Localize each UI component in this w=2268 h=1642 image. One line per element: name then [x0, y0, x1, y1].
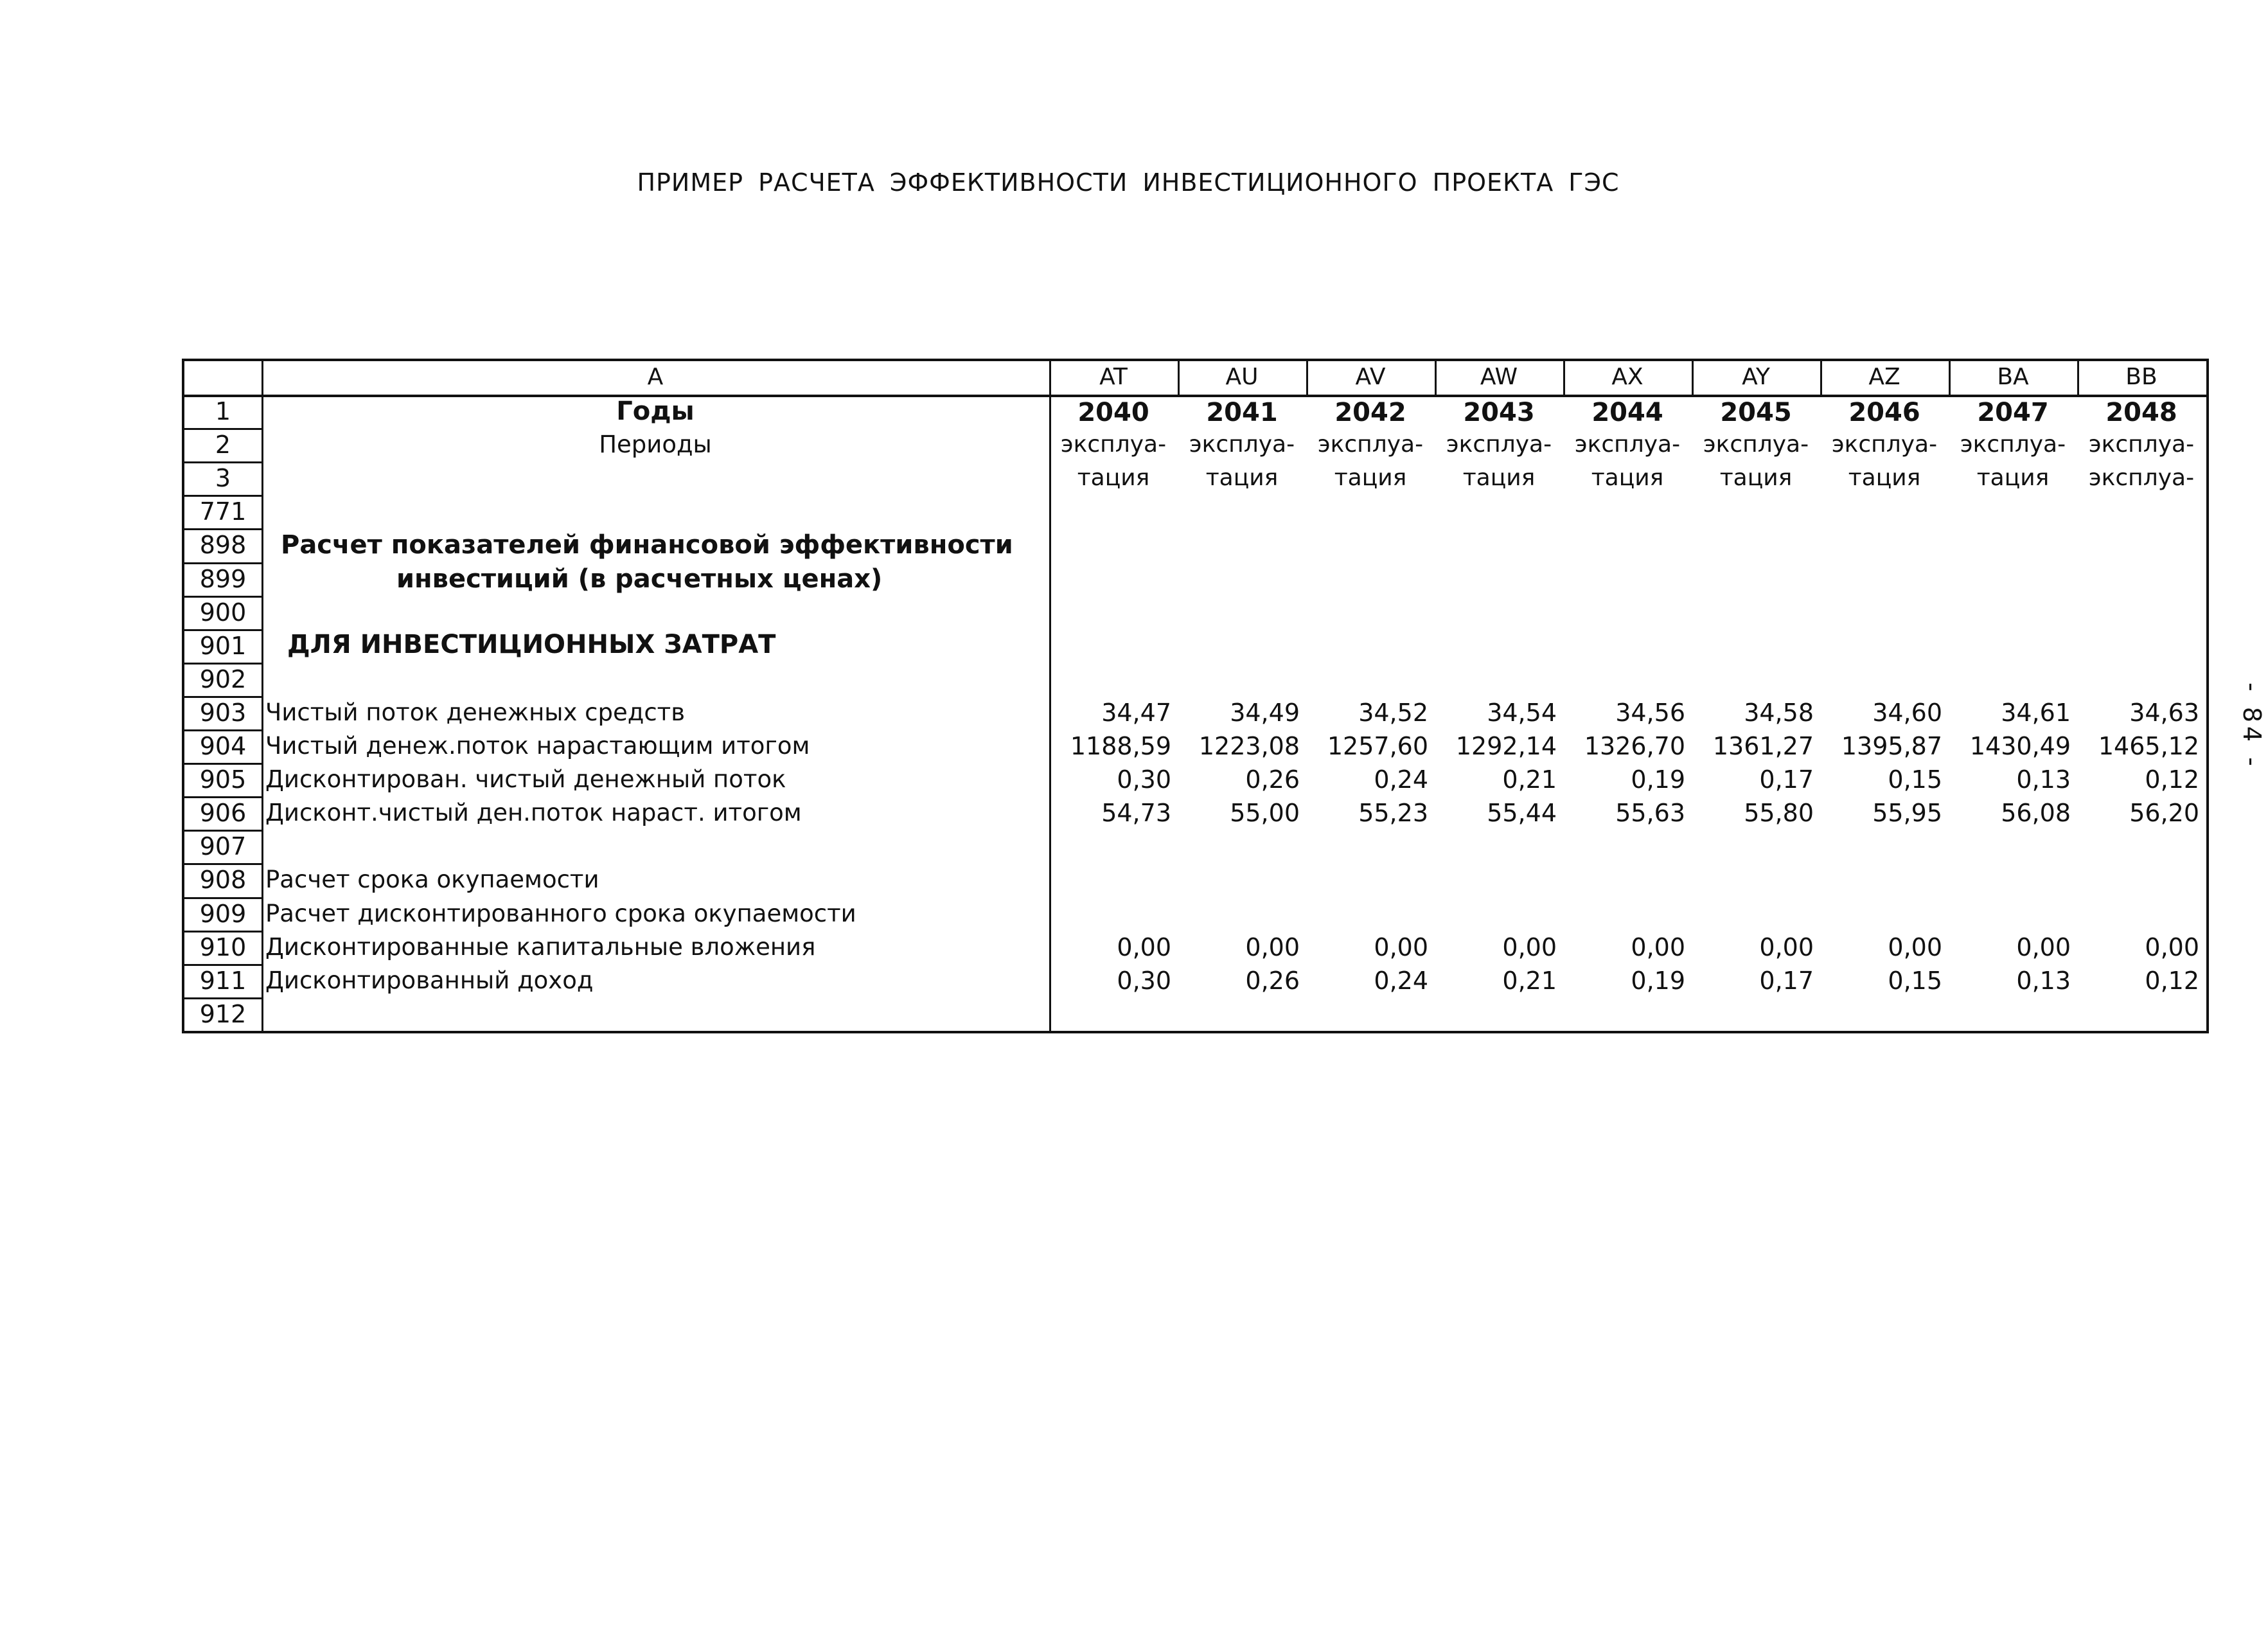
value-cell: 0,15 [1888, 966, 1942, 995]
value-cell: 0,24 [1374, 966, 1428, 995]
year-cell: 2046 [1848, 398, 1920, 427]
year-cell: 2040 [1077, 398, 1149, 427]
document-title: ПРИМЕР РАСЧЕТА ЭФФЕКТИВНОСТИ ИНВЕСТИЦИОННОГО ПРОЕКТА ГЭС [637, 168, 1620, 197]
value-cell: 0,21 [1502, 966, 1557, 995]
period-cell: тация [1719, 465, 1793, 492]
period-cell: эксплуа- [2088, 431, 2195, 458]
value-cell: 34,52 [1358, 698, 1428, 727]
column-header-au[interactable]: AU [1225, 364, 1259, 390]
row-number[interactable]: 905 [199, 765, 247, 794]
row-number[interactable]: 901 [199, 631, 247, 660]
year-cell: 2044 [1591, 398, 1663, 427]
column-header-ax[interactable]: AX [1611, 364, 1643, 390]
row-number[interactable]: 909 [199, 899, 247, 928]
row-number[interactable]: 906 [199, 799, 247, 828]
value-cell: 34,49 [1230, 698, 1300, 727]
year-cell: 2045 [1720, 398, 1792, 427]
value-cell: 0,00 [1759, 933, 1814, 961]
spreadsheet-table [182, 359, 2209, 1033]
period-cell: эксплуа- [1960, 431, 2066, 458]
value-cell: 0,19 [1631, 765, 1685, 794]
column-header-az[interactable]: AZ [1868, 364, 1900, 390]
period-cell: тация [1976, 465, 2050, 492]
years-label: Годы [616, 397, 695, 426]
row-number[interactable]: 898 [199, 531, 247, 560]
column-header-bb[interactable]: BB [2125, 364, 2157, 390]
period-cell: эксплуа- [2088, 465, 2195, 492]
row-label: Дисконтированные капитальные вложения [265, 933, 816, 961]
row-label: Дисконтированный доход [265, 966, 594, 994]
row-number[interactable]: 904 [199, 732, 247, 760]
value-cell: 0,00 [1502, 933, 1557, 961]
row-label: Чистый денеж.поток нарастающим итогом [265, 732, 810, 760]
column-header-at[interactable]: AT [1099, 364, 1128, 390]
row-number[interactable]: 910 [199, 933, 247, 961]
value-cell: 34,54 [1487, 698, 1557, 727]
row-number[interactable]: 907 [199, 832, 247, 861]
section-subtitle: ДЛЯ ИНВЕСТИЦИОННЫХ ЗАТРАТ [287, 629, 776, 659]
column-header-a[interactable]: A [647, 364, 664, 390]
value-cell: 0,17 [1759, 966, 1814, 995]
period-cell: эксплуа- [1574, 431, 1681, 458]
value-cell: 56,20 [2129, 799, 2199, 828]
column-header-ay[interactable]: AY [1742, 364, 1770, 390]
value-cell: 0,13 [2016, 966, 2071, 995]
value-cell: 54,73 [1101, 799, 1171, 828]
value-cell: 34,47 [1101, 698, 1171, 727]
row-number[interactable]: 1 [215, 397, 231, 425]
value-cell: 55,80 [1744, 799, 1814, 828]
value-cell: 55,44 [1487, 799, 1557, 828]
value-cell: 0,00 [2016, 933, 2071, 961]
row-number[interactable]: 2 [215, 431, 231, 460]
value-cell: 56,08 [2001, 799, 2071, 828]
row-number[interactable]: 900 [199, 598, 247, 627]
value-cell: 0,15 [1888, 765, 1942, 794]
value-cell: 0,26 [1245, 966, 1300, 995]
value-cell: 0,12 [2145, 765, 2199, 794]
value-cell: 0,12 [2145, 966, 2199, 995]
value-cell: 1223,08 [1198, 732, 1300, 760]
column-divider [261, 361, 263, 1031]
value-cell: 34,56 [1615, 698, 1685, 727]
value-cell: 0,00 [1117, 933, 1171, 961]
row-number[interactable]: 771 [199, 497, 247, 526]
value-cell: 0,21 [1502, 765, 1557, 794]
period-cell: тация [1591, 465, 1664, 492]
row-label: Расчет срока окупаемости [265, 866, 599, 894]
value-cell: 0,17 [1759, 765, 1814, 794]
row-number[interactable]: 911 [199, 966, 247, 995]
value-cell: 1188,59 [1070, 732, 1171, 760]
column-header-aw[interactable]: AW [1480, 364, 1518, 390]
row-label: Расчет дисконтированного срока окупаемости [265, 899, 856, 927]
value-cell: 34,61 [2001, 698, 2071, 727]
row-number[interactable]: 908 [199, 866, 247, 895]
period-cell: эксплуа- [1446, 431, 1552, 458]
period-cell: тация [1848, 465, 1921, 492]
period-cell: тация [1334, 465, 1407, 492]
value-cell: 55,00 [1230, 799, 1300, 828]
row-label: Чистый поток денежных средств [265, 698, 686, 726]
value-cell: 1395,87 [1841, 732, 1942, 760]
periods-label: Периоды [599, 431, 712, 459]
value-cell: 0,13 [2016, 765, 2071, 794]
value-cell: 1465,12 [2098, 732, 2199, 760]
value-cell: 1430,49 [1969, 732, 2071, 760]
value-cell: 34,63 [2129, 698, 2199, 727]
period-cell: эксплуа- [1317, 431, 1424, 458]
value-cell: 0,00 [1888, 933, 1942, 961]
value-cell: 55,23 [1358, 799, 1428, 828]
value-cell: 55,63 [1615, 799, 1685, 828]
page-number: - 84 - [2238, 683, 2266, 770]
section-title: Расчет показателей финансовой эффективности [281, 530, 1013, 560]
column-header-av[interactable]: AV [1355, 364, 1386, 390]
year-cell: 2042 [1334, 398, 1406, 427]
row-number[interactable]: 3 [215, 464, 231, 493]
period-cell: эксплуа- [1189, 431, 1295, 458]
row-label: Дисконт.чистый ден.поток нараст. итогом [265, 799, 802, 827]
period-cell: тация [1462, 465, 1536, 492]
value-cell: 0,30 [1117, 765, 1171, 794]
section-title: инвестиций (в расчетных ценах) [396, 564, 883, 594]
value-cell: 0,00 [1374, 933, 1428, 961]
period-cell: эксплуа- [1703, 431, 1809, 458]
value-cell: 0,26 [1245, 765, 1300, 794]
period-cell: тация [1077, 465, 1150, 492]
year-cell: 2041 [1206, 398, 1278, 427]
value-cell: 55,95 [1872, 799, 1942, 828]
value-cell: 0,00 [1245, 933, 1300, 961]
value-cell: 0,00 [1631, 933, 1685, 961]
column-header-ba[interactable]: BA [1997, 364, 2029, 390]
year-cell: 2048 [2105, 398, 2177, 427]
row-number[interactable]: 902 [199, 665, 247, 693]
row-label: Дисконтирован. чистый денежный поток [265, 765, 786, 794]
value-cell: 1361,27 [1712, 732, 1814, 760]
value-cell: 1326,70 [1584, 732, 1685, 760]
value-cell: 0,19 [1631, 966, 1685, 995]
row-number[interactable]: 899 [199, 564, 247, 593]
period-cell: эксплуа- [1831, 431, 1938, 458]
value-cell: 0,30 [1117, 966, 1171, 995]
value-cell: 1257,60 [1327, 732, 1428, 760]
year-cell: 2047 [1977, 398, 2049, 427]
row-number[interactable]: 903 [199, 698, 247, 727]
value-cell: 1292,14 [1455, 732, 1557, 760]
period-cell: эксплуа- [1060, 431, 1167, 458]
row-number[interactable]: 912 [199, 999, 247, 1028]
year-cell: 2043 [1463, 398, 1535, 427]
value-cell: 0,00 [2145, 933, 2199, 961]
value-cell: 34,60 [1872, 698, 1942, 727]
value-cell: 0,24 [1374, 765, 1428, 794]
value-cell: 34,58 [1744, 698, 1814, 727]
period-cell: тация [1205, 465, 1279, 492]
